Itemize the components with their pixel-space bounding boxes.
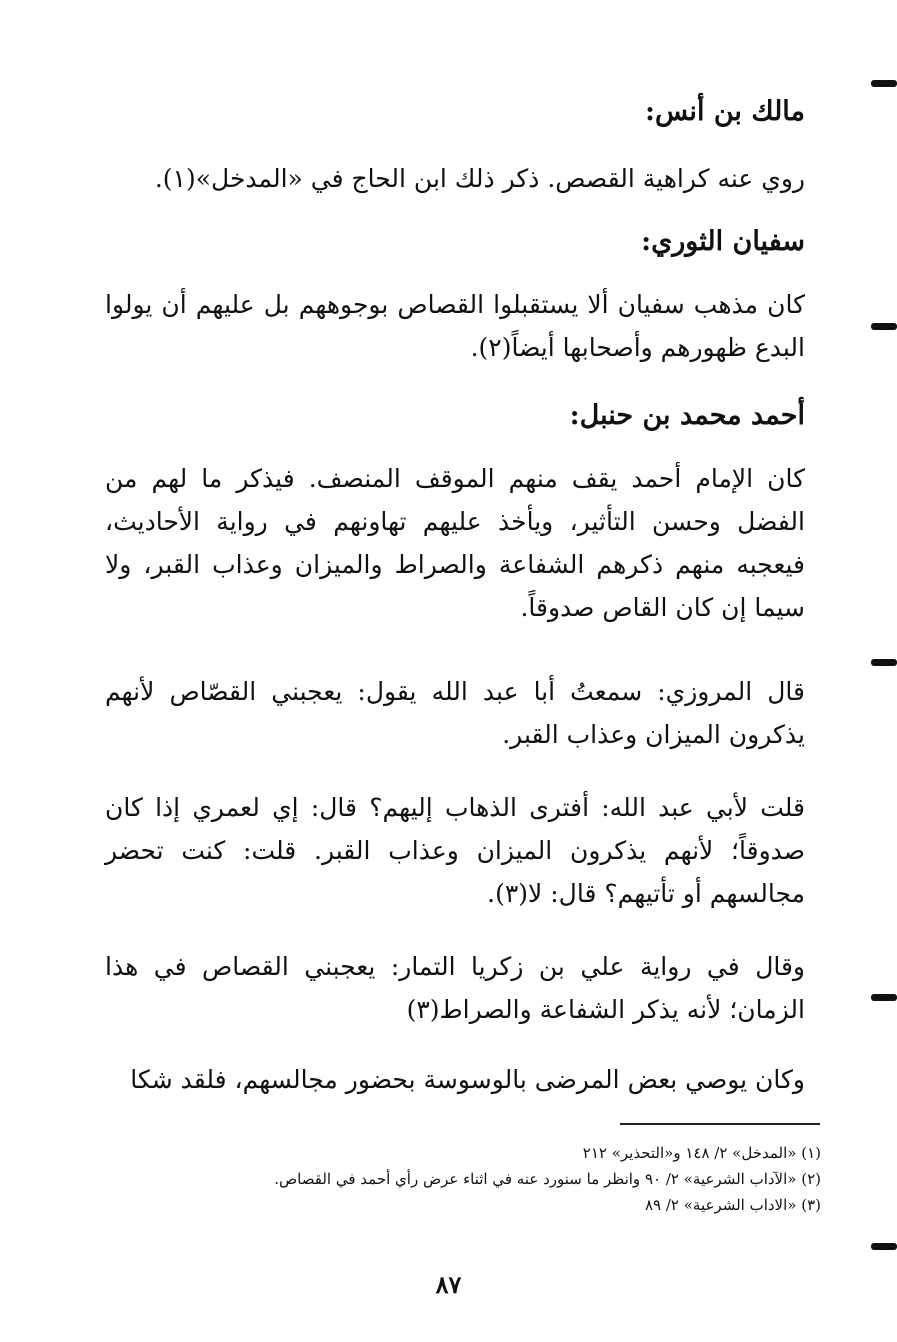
paragraph-ahmad-5 xyxy=(105,1058,805,1101)
paragraph-text: وقال في رواية علي بن زكريا التمار: يعجبني القصاص في هذا الزمان؛ لأنه يذكر الشفاعة والصراط(٣) xyxy=(105,952,805,1024)
paragraph-text: وكان يوصي بعض المرضى بالوسوسة بحضور مجالسهم، فلقد شكا xyxy=(130,1065,805,1094)
paragraph-text: روي عنه كراهية القصص. ذكر ذلك ابن الحاج في «المدخل»(١). xyxy=(154,164,805,193)
edge-mark-icon xyxy=(871,659,897,666)
paragraph-ahmad-3 xyxy=(105,786,805,915)
edge-mark-icon xyxy=(871,323,897,330)
edge-mark-icon xyxy=(871,1243,897,1250)
edge-mark-icon xyxy=(871,994,897,1001)
heading-malik: مالك بن أنس: xyxy=(645,96,805,127)
paragraph-text: قلت لأبي عبد الله: أفترى الذهاب إليهم؟ قال: إي لعمري إذا كان صدوقاً؛ لأنهم يذكرون الميزان وعذاب القبر. قلت: كنت تحضر مجالسهم أو تأتيهم؟ قال: لا(٣). xyxy=(105,793,805,908)
paragraph-malik xyxy=(105,157,805,200)
footnote-3: (٣) «الاداب الشرعية» ٢/ ٨٩ xyxy=(644,1196,821,1214)
footnotes xyxy=(81,1140,821,1218)
paragraph-text: قال المروزي: سمعتُ أبا عبد الله يقول: يعجبني القصّاص لأنهم يذكرون الميزان وعذاب القبر. xyxy=(105,677,805,749)
edge-mark-icon xyxy=(871,80,897,87)
paragraph-text: كان الإمام أحمد يقف منهم الموقف المنصف. فيذكر ما لهم من الفضل وحسن التأثير، ويأخذ عليهم تهاونهم في رواية الأحاديث، فيعجبه منهم ذكرهم الشفاعة والصراط والميزان وعذاب القبر، ولا سيما إن كان القاص صدوقاً. xyxy=(105,464,805,622)
footnote-divider xyxy=(620,1123,820,1125)
footnote-2: (٢) «الآداب الشرعية» ٢/ ٩٠ وانظر ما سنورد عنه في اثناء عرض رأي أحمد في القصاص. xyxy=(274,1170,821,1188)
footnote-1: (١) «المدخل» ٢/ ١٤٨ و«التحذير» ٢١٢ xyxy=(582,1144,821,1162)
paragraph-text: كان مذهب سفيان ألا يستقبلوا القصاص بوجوههم بل عليهم أن يولوا البدع ظهورهم وأصحابها أيضاً(٢). xyxy=(105,290,805,362)
paragraph-ahmad-2 xyxy=(105,670,805,756)
paragraph-ahmad-1 xyxy=(105,457,805,629)
paragraph-ahmad-4 xyxy=(105,945,805,1031)
heading-ahmad: أحمد محمد بن حنبل: xyxy=(569,400,805,431)
page-number: ٨٧ xyxy=(435,1270,462,1299)
heading-sufyan: سفيان الثوري: xyxy=(641,226,805,257)
paragraph-sufyan xyxy=(105,283,805,369)
